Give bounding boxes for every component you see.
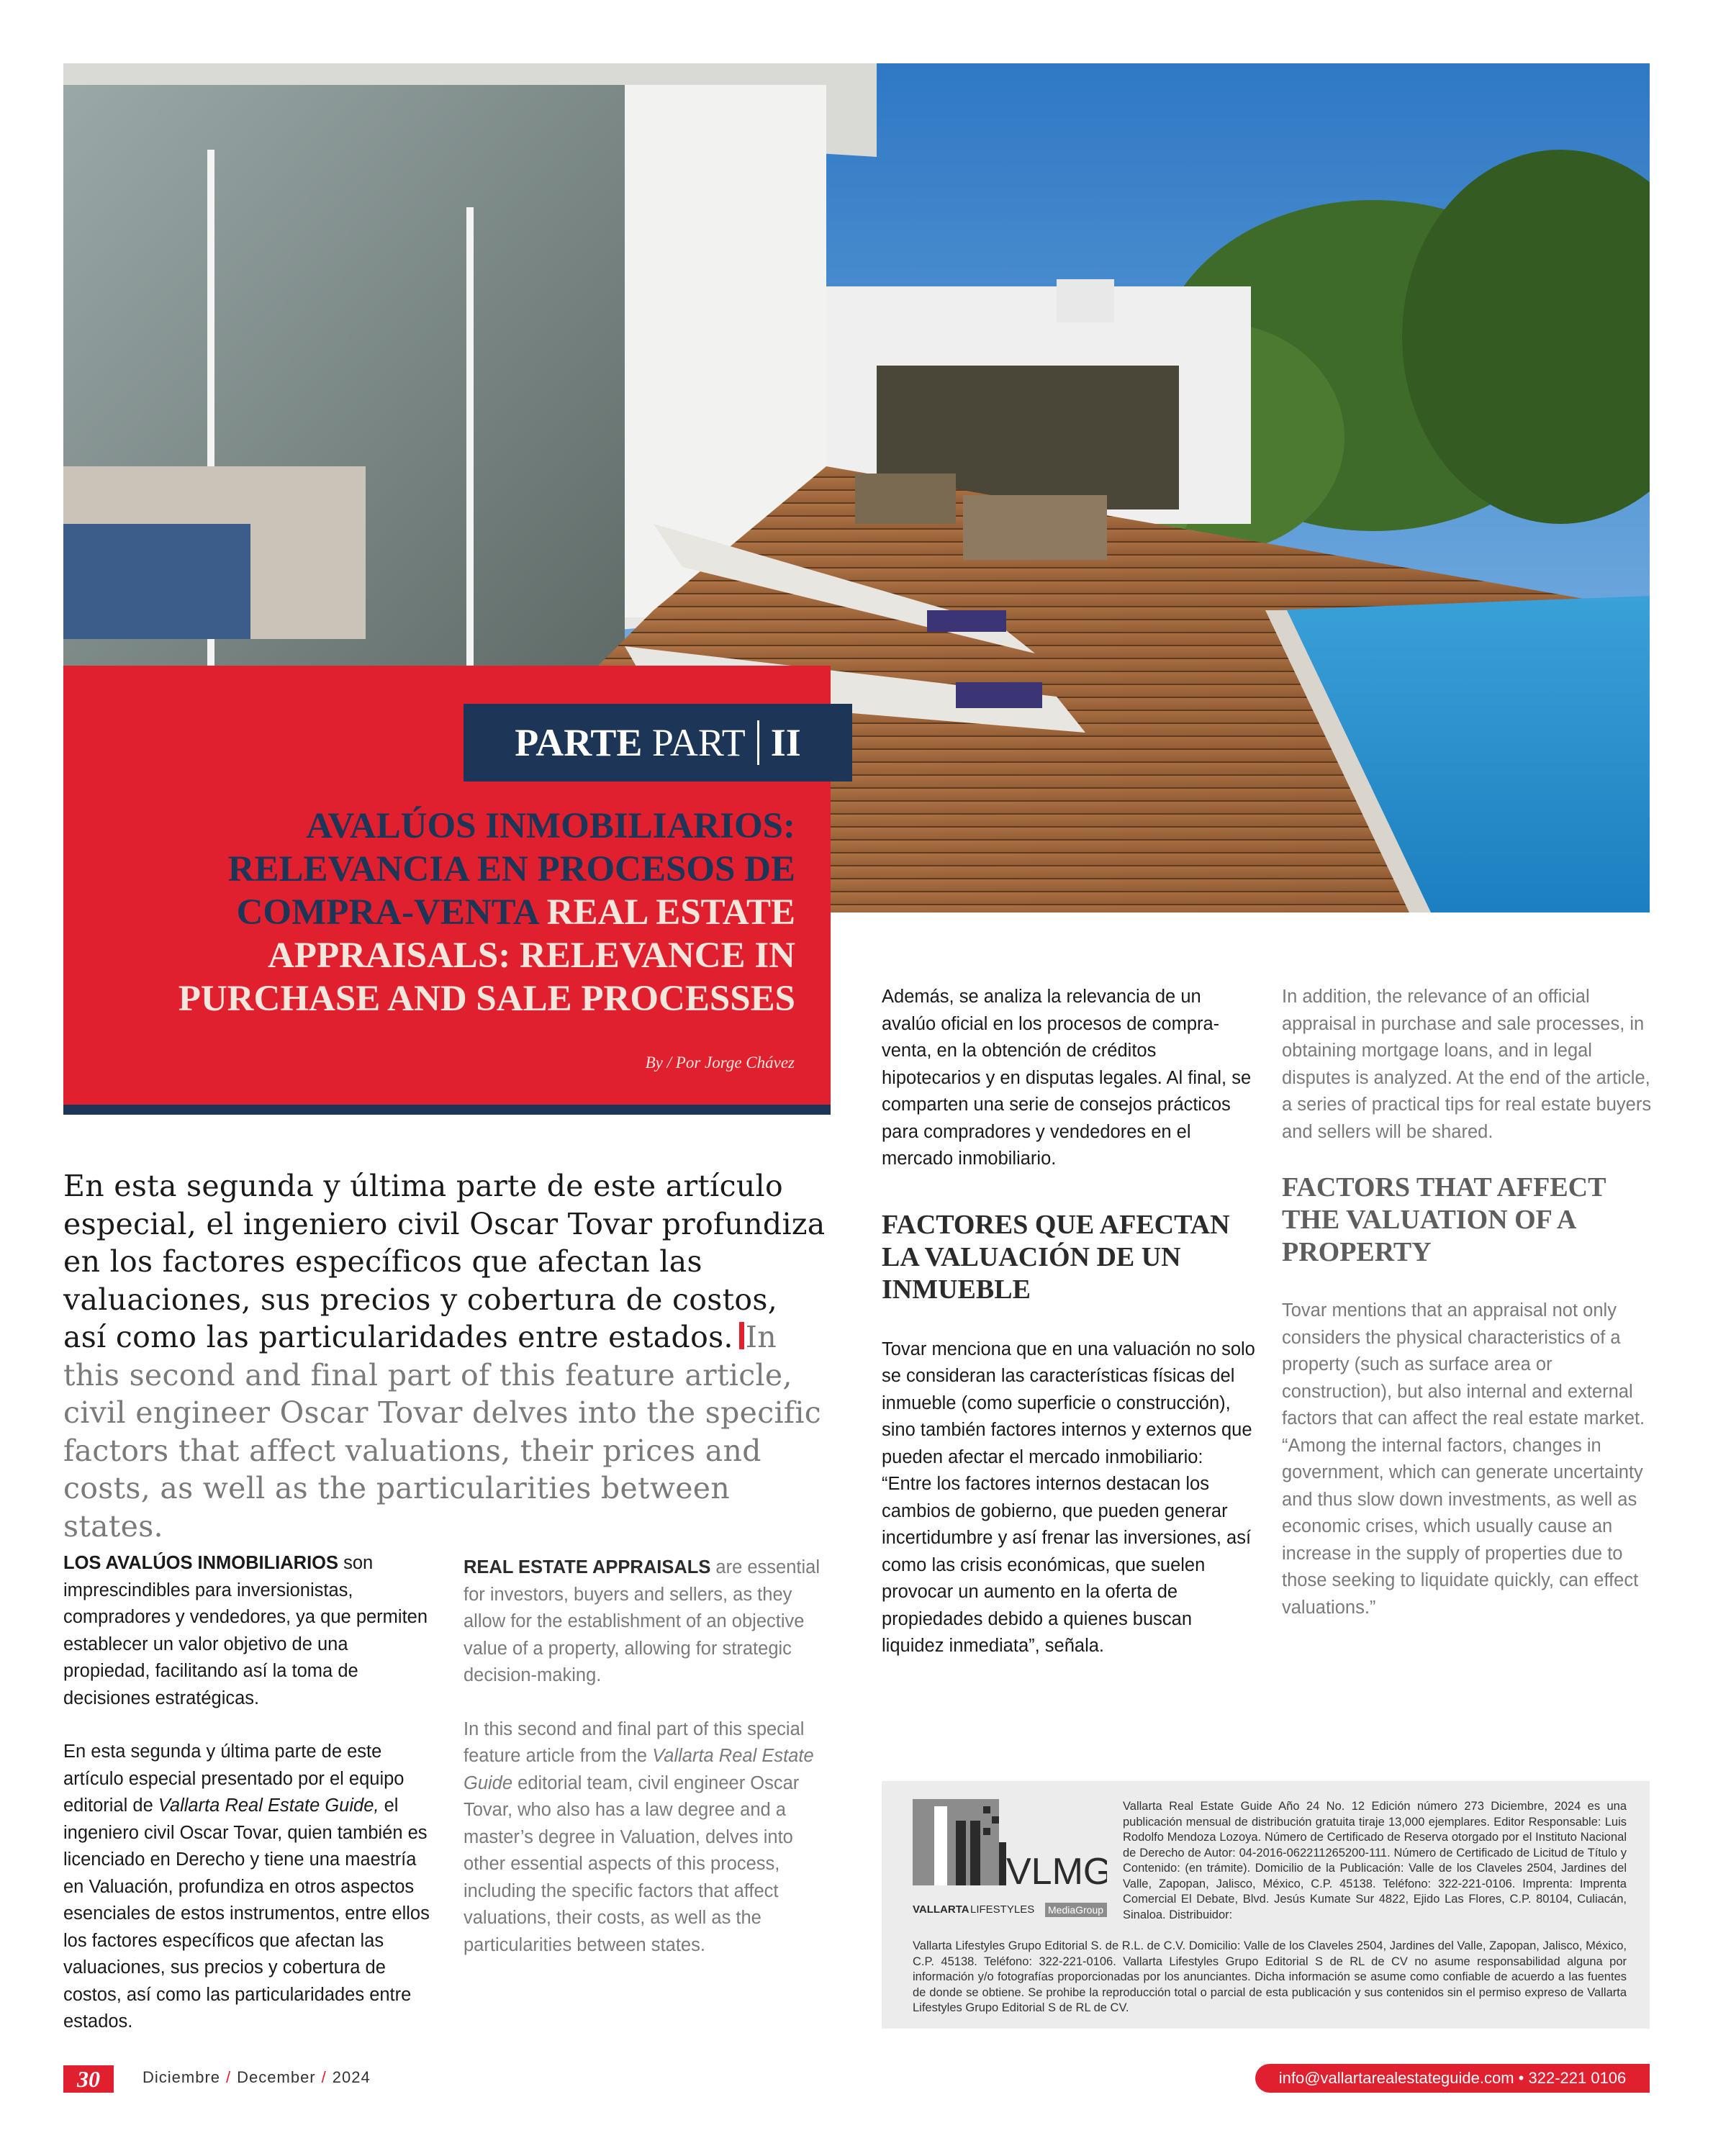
- info-text-a: Vallarta Real Estate Guide Año 24 No. 12 Edición número 273 Diciembre, 2024 es una publicación mensual de distribución gratuita tiraje 13,000 ejemplares. Editor Responsable: Luis Rodolfo Mendoza Lozoya. Número de Certificado de Reserva otorgado por el Instituto Nacional de Derecho de Autor: 04-2016-062211265200-111. Número de Certificado de Licitud de Título y Contenido: (en trámite). Domicilio de la Publicación: Valle de los Claveles 2504, Jardines del Valle, Zapopan, Jalisco, México, C.P. 45138. Teléfono: 322-221-0106. Imprenta: Imprenta Comercial El Debate, Blvd. Jesús Kumate Sur 4822, Ejido Las Flores, C.P. 80104, Culiacán, Sinaloa. Distribuidor:: [1123, 1800, 1627, 1921]
- title-panel-stripe: [63, 1105, 831, 1115]
- headline-es: AVALÚOS INMOBILIARIOS: RELEVANCIA EN PROCESOS DE COMPRA-VENTA: [227, 806, 795, 933]
- footer-month-en: December: [237, 2068, 316, 2086]
- footer-contact-link[interactable]: info@vallartarealestateguide.com • 322-221 0106: [1255, 2064, 1650, 2093]
- col1-p2-italic: Vallarta Real Estate Guide,: [158, 1795, 379, 1816]
- col4-body: Tovar mentions that an appraisal not only considers the physical characteristics of a property (such as surface area or construction), but also internal and external factors that can affect the real estate market. “Among the internal factors, changes in government, which can generate uncertainty and thus slow down investments, as well as economic crises, which usually cause an increase in the supply of properties due to those seeking to liquidate quickly, can effect valuations.”: [1282, 1300, 1645, 1618]
- col2-p2-text-a: In this second and final part of this special feature article from the: [464, 1718, 805, 1766]
- part-en: PART: [651, 721, 746, 764]
- col3-intro: Además, se analiza la relevancia de un avalúo oficial en los procesos de compra-venta, en la obtención de créditos hipotecarios y en disputas legales. Al final, se comparten una serie de consejos prácticos para compradores y vendedores en el mercado inmobiliario.: [882, 987, 1252, 1169]
- col2-p2-text-b: editorial team, civil engineer Oscar Tovar, who also has a law degree and a master’s degree in Valuation, delves into other essential aspects of this process, including the specific factors that affect valuations, their costs, as well as the particularities between states.: [464, 1772, 800, 1955]
- vlmg-logo: [913, 1799, 1107, 1921]
- lead-en: In this second and final part of this feature article, civil engineer Oscar Tovar delves into the specific factors that affect valuations, their prices and costs, as well as the particularities between states.: [63, 1320, 822, 1544]
- col2-paragraph-2: [464, 1716, 827, 1960]
- part-es: PARTE: [515, 721, 643, 764]
- column-en-intro: [464, 1554, 827, 1959]
- col3-body: Tovar menciona que en una valuación no solo se consideran las características físicas del inmueble (como superficie o construcción), sino también factores internos y externos que pueden afectar el mercado inmobiliario: “Entre los factores internos destacan los cambios de gobierno, que pueden generar incertidumbre y así frenar las inversiones, así como las crisis económicas, que suelen provocar un aumento en la oferta de propiedades debido a quienes buscan liquidez inmediata”, señala.: [882, 1339, 1255, 1656]
- col1-p2-text-a: En esta segunda y última parte de este artículo especial presentado por el equipo editorial de: [63, 1741, 404, 1816]
- logo-brand-a: VALLARTA: [913, 1903, 970, 1916]
- lead-paragraph: [63, 1167, 826, 1545]
- lead-divider: [739, 1322, 744, 1349]
- byline: By / Por Jorge Chávez: [645, 1054, 795, 1072]
- col1-paragraph-1: [63, 1550, 430, 1712]
- column-es-intro: [63, 1550, 430, 2036]
- logo-brand-b: LIFESTYLES: [970, 1903, 1035, 1916]
- info-text-b: Vallarta Lifestyles Grupo Editorial S. de R.L. de C.V. Domicilio: Valle de los Claveles 2504, Jardines del Valle, Zapopan, Jalisco, México, C.P. 45138. Teléfono: 322-221-0106. Vallarta Lifestyles Grupo Editorial S de RL de CV no asume responsabilidad alguna por información y/o fotografías proporcionadas por los anunciantes. Dicha información se asume como confiable de acuerdo a las fuentes de donde se obtiene. Se prohibe la reproducción total o parcial de esta publicación y sus contenidos sin el permiso expreso de Vallarta Lifestyles Grupo Editorial S de RL de CV.: [913, 1939, 1627, 2014]
- col2-p2-italic: Vallarta Real Estate Guide: [464, 1746, 814, 1793]
- column-es-factors: [882, 984, 1256, 1660]
- article-headline: [86, 805, 795, 1020]
- col1-p1-text: son imprescindibles para inversionistas, compradores y vendedores, ya que permiten establecer un valor objetivo de una propiedad, facilitando así la toma de decisiones estratégicas.: [63, 1553, 428, 1708]
- col1-p2-text-b: el ingeniero civil Oscar Tovar, quien también es licenciado en Derecho y tiene una maestría en Valuación, profundiza en otros aspectos esenciales de estos instrumentos, entre ellos los factores específicos que afectan las valuaciones, sus precios y cobertura de costos, así como las particularidades entre estados.: [63, 1795, 430, 2032]
- footer-issue-date: Diciembre / December / 2024: [143, 2068, 371, 2086]
- part-divider: [757, 720, 759, 765]
- col4-heading: FACTORS THAT AFFECT THE VALUATION OF A PROPERTY: [1282, 1172, 1606, 1267]
- page-number: 30: [63, 2065, 114, 2093]
- logo-wordmark: VLMG: [1006, 1851, 1107, 1893]
- publication-info-text: [1123, 1799, 1627, 1923]
- column-en-factors: [1282, 984, 1653, 1621]
- col2-lead-in: REAL ESTATE APPRAISALS: [464, 1557, 711, 1577]
- col2-paragraph-1: [464, 1554, 827, 1690]
- vlmg-logo-mark: [913, 1799, 1107, 1921]
- lead-es: En esta segunda y última parte de este artículo especial, el ingeniero civil Oscar Tovar profundiza en los factores específicos que afectan las valuaciones, sus precios y cobertura de costos, así como las particularidades entre estados.: [63, 1169, 826, 1354]
- col1-paragraph-2: [63, 1739, 430, 2036]
- col1-lead-in: LOS AVALÚOS INMOBILIARIOS: [63, 1553, 339, 1573]
- col4-intro: In addition, the relevance of an official appraisal in purchase and sale processes, in obtaining mortgage loans, and in legal disputes is analyzed. At the end of the article, a series of practical tips for real estate buyers and sellers will be shared.: [1282, 987, 1652, 1142]
- publication-info-text-cont: [913, 1939, 1627, 2016]
- col2-p1-text: are essential for investors, buyers and sellers, as they allow for the establishment of an objective value of a property, allowing for strategic decision-making.: [464, 1557, 821, 1685]
- part-number: II: [770, 721, 801, 764]
- headline-en: REAL ESTATE APPRAISALS: RELEVANCE IN PURCHASE AND SALE PROCESSES: [178, 892, 795, 1019]
- col3-heading: FACTORES QUE AFECTAN LA VALUACIÓN DE UN INMUEBLE: [882, 1209, 1230, 1305]
- footer-month-es: Diciembre: [143, 2068, 221, 2086]
- footer-year: 2024: [332, 2068, 371, 2086]
- part-label: [464, 704, 852, 782]
- logo-brand-c: MediaGroup: [1048, 1904, 1104, 1916]
